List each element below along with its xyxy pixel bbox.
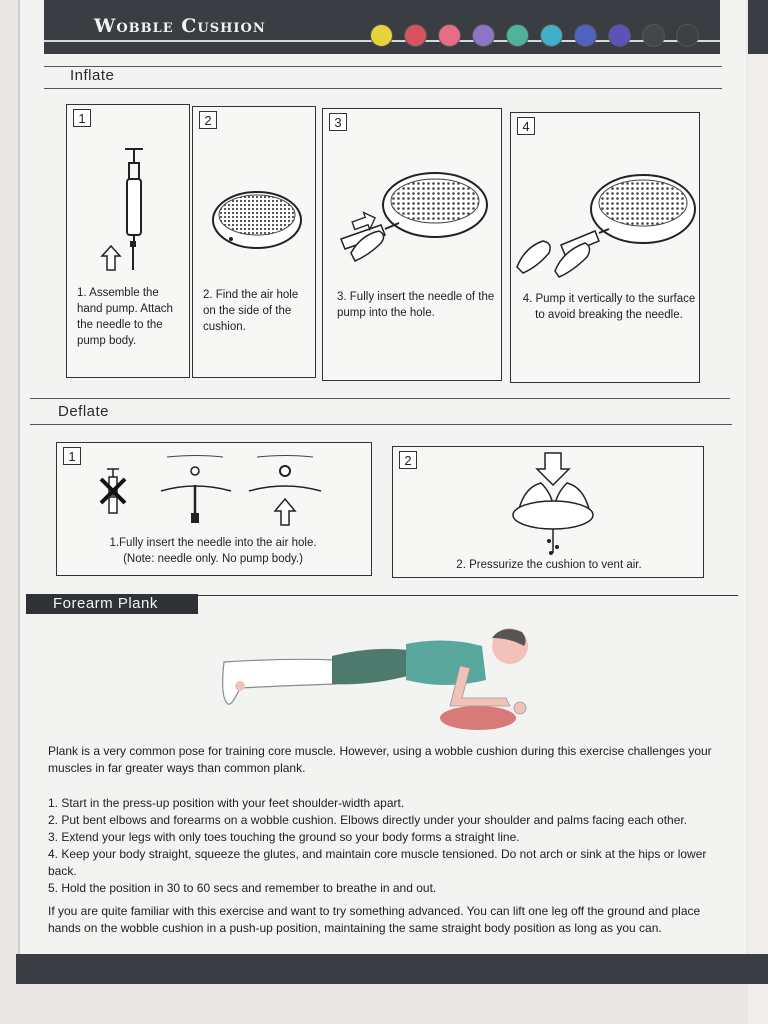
color-dot bbox=[404, 24, 427, 47]
plank-title: Forearm Plank bbox=[26, 594, 198, 614]
header-band bbox=[44, 0, 720, 54]
step-number: 4 bbox=[517, 117, 535, 135]
deflate-title: Deflate bbox=[58, 403, 110, 420]
inflate-step-2 bbox=[192, 106, 316, 378]
insert-needle-icon bbox=[331, 171, 497, 271]
plank-step: 2. Put bent elbows and forearms on a wobble cushion. Elbows directly under your shoulder and palms facing each other. bbox=[48, 813, 688, 827]
color-dot bbox=[676, 24, 699, 47]
step-text: 3. Fully insert the needle of the pump into the hole. bbox=[337, 291, 495, 319]
product-title: Wobble Cushion bbox=[94, 15, 266, 37]
pump-vertical-icon bbox=[515, 171, 697, 281]
deflate-step-2 bbox=[392, 446, 704, 578]
step-number: 3 bbox=[329, 113, 347, 131]
inflate-step-3 bbox=[322, 108, 502, 381]
step-text-line1: 2. Pressurize the cushion to vent air. bbox=[456, 559, 642, 571]
color-dot bbox=[506, 24, 529, 47]
cushion-icon bbox=[211, 187, 303, 251]
press-cushion-icon bbox=[509, 449, 599, 559]
plank-step: 5. Hold the position in 30 to 60 secs and remember to breathe in and out. bbox=[48, 881, 437, 895]
plank-intro: Plank is a very common pose for training core muscle. However, using a wobble cushion during this exercise challenges your muscles in far greater ways than common plank. bbox=[48, 744, 712, 775]
color-dots bbox=[370, 24, 699, 47]
plank-step: 1. Start in the press-up position with your feet shoulder-width apart. bbox=[48, 796, 405, 810]
hand-pump-icon bbox=[97, 145, 157, 275]
color-dot bbox=[540, 24, 563, 47]
plank-step: 3. Extend your legs with only toes touching the ground so your body forms a straight line. bbox=[48, 830, 520, 844]
deflate-step-1 bbox=[56, 442, 372, 576]
inflate-title: Inflate bbox=[70, 67, 115, 84]
inflate-step-1 bbox=[66, 104, 190, 378]
step-text: 1. Assemble the hand pump. Attach the needle to the pump body. bbox=[77, 287, 173, 347]
step-number: 2 bbox=[199, 111, 217, 129]
step-number: 2 bbox=[399, 451, 417, 469]
step-number: 1 bbox=[63, 447, 81, 465]
adjacent-page-edge bbox=[748, 0, 768, 1024]
plank-steps bbox=[48, 795, 728, 897]
color-dot bbox=[370, 24, 393, 47]
step-text-line2: (Note: needle only. No pump body.) bbox=[123, 553, 303, 565]
step-number: 1 bbox=[73, 109, 91, 127]
color-dot bbox=[642, 24, 665, 47]
plank-step: 4. Keep your body straight, squeeze the glutes, and maintain core muscle tensioned. Do not arch or sink at the hips or lower back. bbox=[48, 847, 707, 878]
color-dot bbox=[574, 24, 597, 47]
needle-insert-icon bbox=[97, 451, 327, 531]
step-text: 2. Find the air hole on the side of the cushion. bbox=[203, 289, 299, 333]
color-dot bbox=[438, 24, 461, 47]
plank-advanced: If you are quite familiar with this exercise and want to try something advanced. You can lift one leg off the ground and place hands on the wobble cushion in a push-up position, maintaining the same straight body position as long as you can. bbox=[48, 904, 701, 935]
inflate-step-4 bbox=[510, 112, 700, 383]
step-text-line1: 1.Fully insert the needle into the air hole. bbox=[109, 537, 317, 549]
color-dot bbox=[608, 24, 631, 47]
footer-band bbox=[16, 954, 768, 984]
plank-illustration bbox=[220, 626, 540, 736]
color-dot bbox=[472, 24, 495, 47]
step-text: 4. Pump it vertically to the surface to avoid breaking the needle. bbox=[522, 293, 696, 321]
